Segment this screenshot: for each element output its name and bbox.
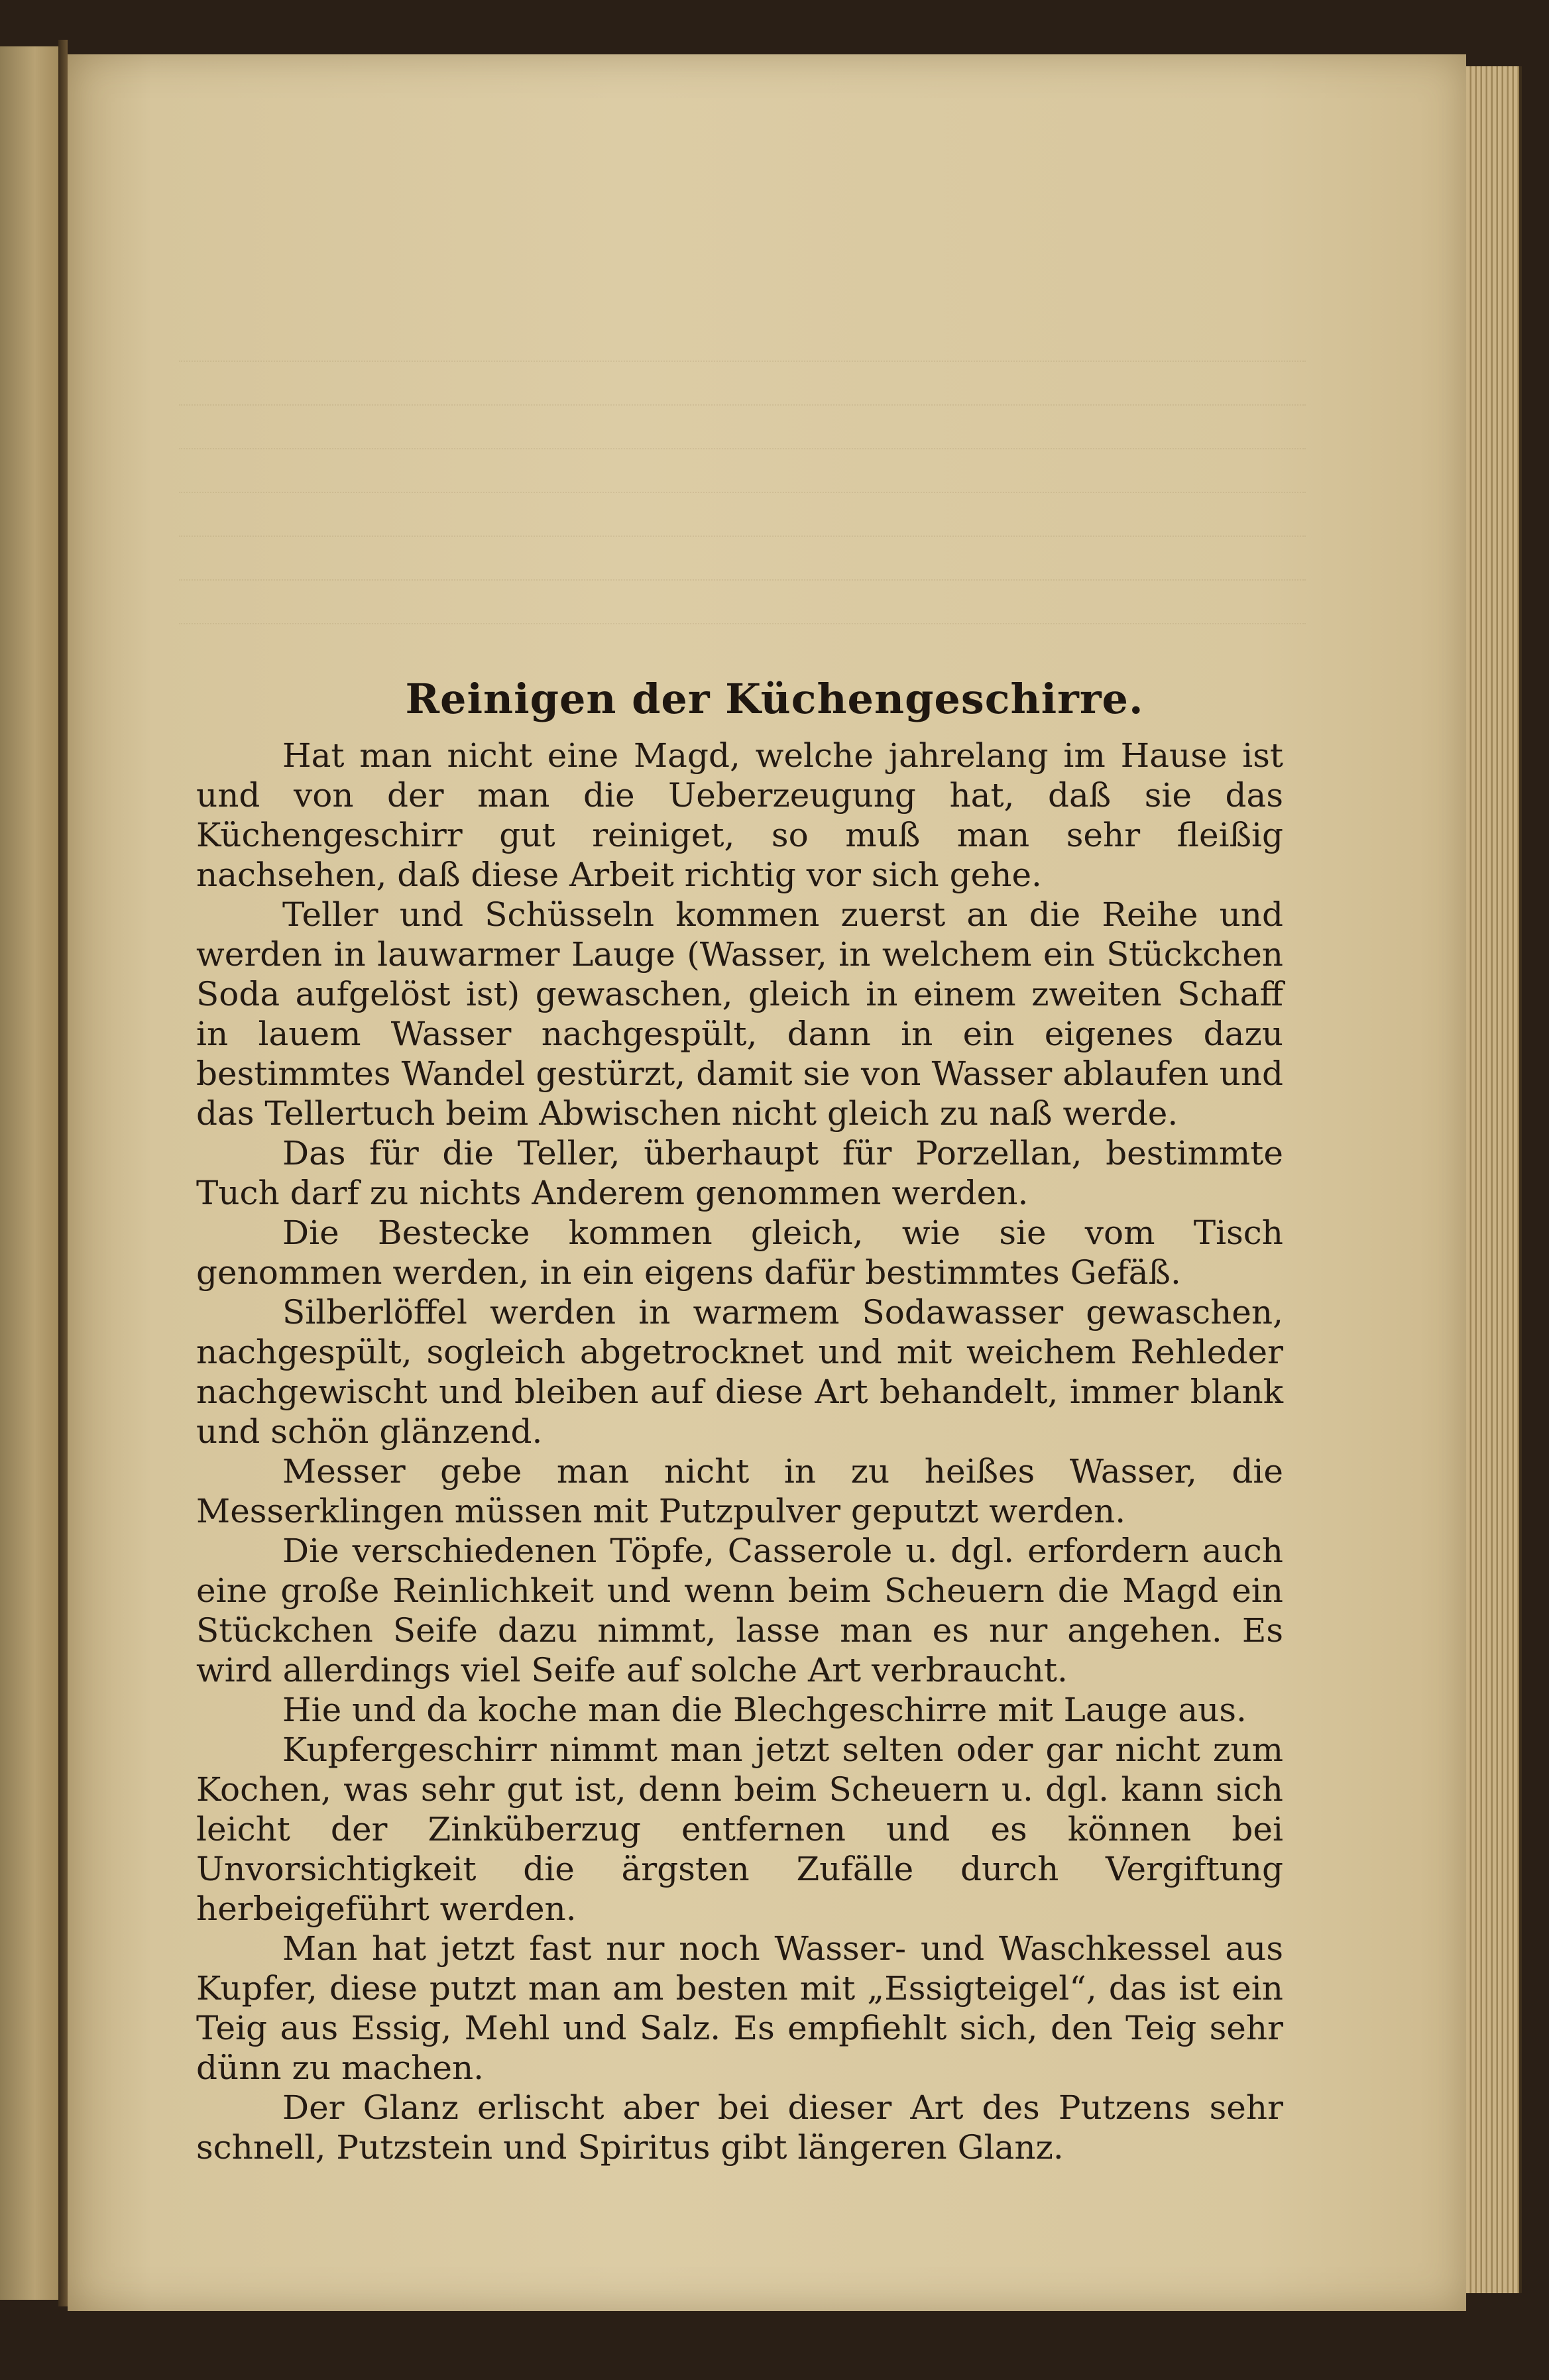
- left-page-edge: [0, 46, 60, 2300]
- paragraph: Kupfergeschirr nimmt man jetzt selten oder gar nicht zum Kochen, was sehr gut ist, denn beim Scheuern u. dgl. kann sich leicht der Zinküberzug entfernen und es können bei Unvorsichtigkeit die ärgsten Zufälle durch Vergiftung herbeigeführt werden.: [196, 1730, 1283, 1928]
- paragraph: Das für die Teller, überhaupt für Porzellan, bestimmte Tuch darf zu nichts Anderem genommen werden.: [196, 1134, 1283, 1212]
- paragraph: Die verschiedenen Töpfe, Casserole u. dgl. erfordern auch eine große Reinlichkeit und wenn beim Scheuern die Magd ein Stückchen Seife dazu nimmt, lasse man es nur angehen. Es wird allerdings viel Seife auf solche Art verbraucht.: [196, 1532, 1283, 1689]
- paragraph: Teller und Schüsseln kommen zuerst an die Reihe und werden in lauwarmer Lauge (Wasser, in welchem ein Stückchen Soda aufgelöst ist) gewaschen, gleich in einem zweiten Schaff in lauem Wasser nachgespült, dann in ein eigenes dazu bestimmtes Wandel gestürzt, damit sie von Wasser ablaufen und das Tellertuch beim Abwischen nicht gleich zu naß werde.: [196, 895, 1283, 1133]
- paragraph: Hat man nicht eine Magd, welche jahrelang im Hause ist und von der man die Ueberzeugung hat, daß sie das Küchengeschirr gut reiniget, so muß man sehr fleißig nachsehen, daß diese Arbeit richtig vor sich gehe.: [196, 736, 1283, 894]
- paragraph: Silberlöffel werden in warmem Sodawasser gewaschen, nachgespült, sogleich abgetrocknet und mit weichem Rehleder nachgewischt und bleiben auf diese Art behandelt, immer blank und schön glänzend.: [196, 1293, 1283, 1451]
- bleed-through-texture: [179, 318, 1306, 624]
- paragraph: Hie und da koche man die Blechgeschirre mit Lauge aus.: [282, 1691, 1247, 1729]
- paragraph: Man hat jetzt fast nur noch Wasser- und Waschkessel aus Kupfer, diese putzt man am besten mit „Essigteigel“, das ist ein Teig aus Essig, Mehl und Salz. Es empfiehlt sich, den Teig sehr dünn zu machen.: [196, 1929, 1283, 2087]
- body-text: [196, 736, 1283, 2167]
- page-stack-edge: [1466, 66, 1522, 2293]
- paragraph: Die Bestecke kommen gleich, wie sie vom Tisch genommen werden, in ein eigens dafür bestimmtes Gefäß.: [196, 1214, 1283, 1292]
- paragraph: Messer gebe man nicht in zu heißes Wasser, die Messerklingen müssen mit Putzpulver geputzt werden.: [196, 1452, 1283, 1530]
- section-title: Reinigen der Küchengeschirre.: [405, 675, 1144, 723]
- paragraph: Der Glanz erlischt aber bei dieser Art des Putzens sehr schnell, Putzstein und Spiritus gibt längeren Glanz.: [196, 2088, 1283, 2167]
- book-gutter: [58, 40, 68, 2306]
